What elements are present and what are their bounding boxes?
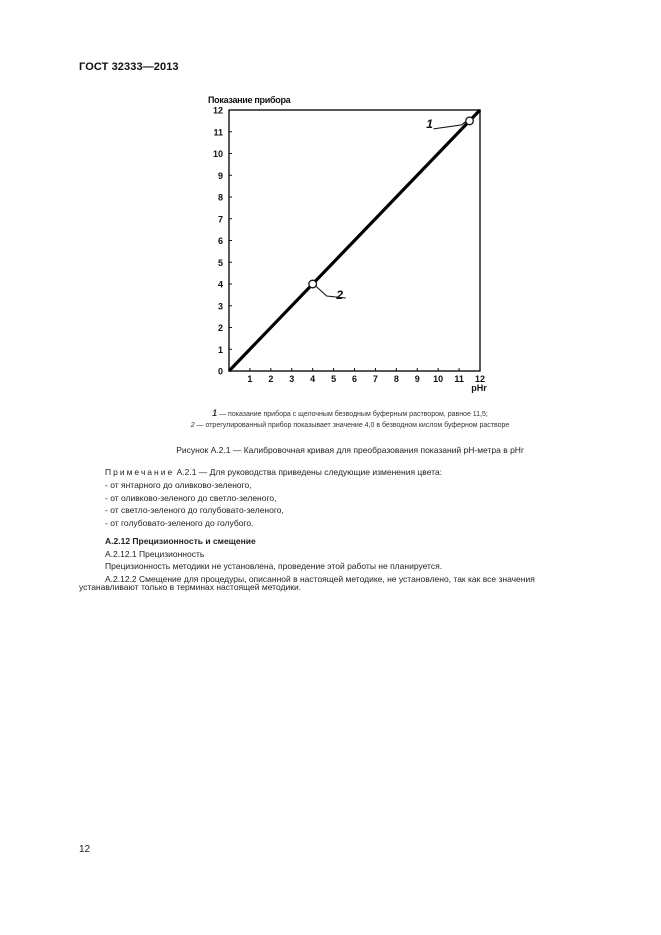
y-tick-label: 12: [212, 105, 223, 116]
note-item: - от янтарного до оливково-зеленого,: [105, 479, 252, 490]
y-tick-label: 0: [217, 366, 223, 377]
document-header: ГОСТ 32333—2013: [79, 61, 179, 73]
y-tick-label: 6: [217, 236, 223, 246]
y-tick-label: 1: [217, 344, 223, 355]
section-title: А.2.12 Прецизионность и смещение: [105, 536, 256, 546]
y-tick-label: 9: [217, 170, 223, 181]
paragraph-precision: Прецизионность методики не установлена, проведение этой работы не планируется.: [105, 561, 443, 572]
legend-number-1: 1: [212, 408, 218, 418]
note-block: [105, 466, 442, 530]
point-2-label: 2: [336, 288, 344, 302]
x-tick-label: 5: [331, 374, 337, 384]
page-number: 12: [79, 844, 91, 855]
y-tick-label: 7: [217, 214, 223, 225]
note-intro: [105, 466, 442, 479]
x-tick-label: 10: [433, 374, 444, 384]
note-label: Примечание: [105, 467, 175, 477]
point-1-marker: [466, 117, 474, 125]
note-item: - от светло-зеленого до голубовато-зеленого,: [105, 505, 284, 516]
y-axis-label: Показание прибора: [208, 95, 291, 105]
legend-text-2: — отрегулированный прибор показывает значение 4,0 в безводном кислом буферном растворе: [196, 422, 510, 429]
legend-item-1: [100, 408, 600, 420]
y-tick-label: 2: [217, 323, 223, 333]
y-tick-label: 10: [212, 149, 223, 159]
x-tick-label: 3: [289, 374, 295, 384]
x-tick-label: 11: [454, 374, 464, 384]
point-2-marker: [309, 280, 317, 288]
x-tick-label: 6: [351, 374, 358, 384]
calibration-chart: [195, 88, 505, 394]
subsection-title: А.2.12.1 Прецизионность: [105, 548, 205, 559]
x-tick-label: 4: [310, 374, 316, 384]
paragraph-bias: А.2.12.2 Смещение для процедуры, описанной в настоящей методике, не установлено, так как все значения: [105, 573, 535, 584]
calibration-line: [229, 110, 480, 371]
x-tick-label: 2: [268, 374, 274, 384]
x-axis-label: pHr: [471, 383, 487, 393]
y-tick-label: 11: [213, 127, 223, 138]
note-item: - от оливково-зеленого до светло-зеленого,: [105, 492, 277, 503]
note-intro-text: А.2.1 — Для руководства приведены следующие изменения цвета:: [176, 467, 443, 477]
legend-number-2: 2: [190, 422, 195, 429]
point-1-label: 1: [426, 116, 433, 131]
y-tick-label: 3: [217, 301, 223, 312]
legend-item-2: [100, 420, 600, 431]
section-precision: [105, 535, 535, 585]
figure-caption: Рисунок А.2.1 — Калибровочная кривая для преобразования показаний pH-метра в pHr: [176, 445, 524, 455]
x-tick-label: 8: [393, 374, 399, 384]
y-tick-label: 8: [217, 192, 223, 203]
x-tick-label: 9: [414, 374, 420, 384]
x-tick-label: 1: [247, 374, 253, 384]
y-tick-label: 4: [217, 279, 223, 290]
legend-text-1: — показание прибора с щелочным безводным буферным раствором, равное 11,5;: [219, 411, 488, 418]
paragraph-bias-continued: устанавливают только в терминах настоящей методики.: [79, 582, 302, 592]
note-item: - от голубовато-зеленого до голубого.: [105, 518, 254, 529]
x-tick-label: 12: [474, 374, 486, 384]
x-tick-label: 7: [372, 374, 378, 384]
y-tick-label: 5: [217, 257, 223, 268]
